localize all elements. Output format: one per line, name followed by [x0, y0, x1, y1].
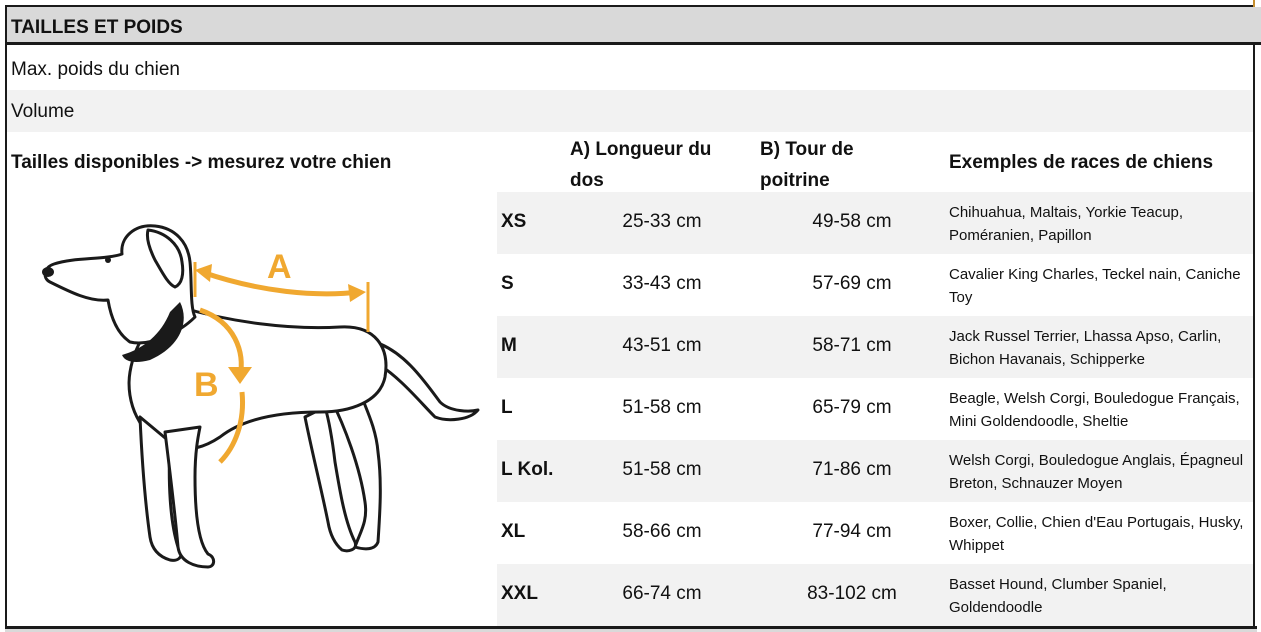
- sizes-heading: Tailles disponibles -> mesurez votre chien: [11, 152, 392, 173]
- volume-row: [7, 90, 1253, 132]
- dog-measurement-illustration: [30, 212, 490, 592]
- back-length-cell: 51-58 cm: [622, 459, 702, 480]
- size-cell: S: [501, 273, 514, 294]
- back-length-cell: 33-43 cm: [622, 273, 702, 294]
- back-length-cell: 43-51 cm: [622, 335, 702, 356]
- size-cell: L: [501, 397, 513, 418]
- breeds-cell: Boxer, Collie, Chien d'Eau Portugais, Husky, Whippet: [949, 514, 1244, 554]
- chest-girth-cell: 77-94 cm: [812, 521, 892, 542]
- chest-girth-cell: 83-102 cm: [807, 583, 897, 604]
- table-row: [497, 192, 1253, 254]
- table-row: [497, 378, 1253, 440]
- chest-girth-cell: 58-71 cm: [812, 335, 892, 356]
- size-cell: XS: [501, 211, 527, 232]
- breeds-cell: Cavalier King Charles, Teckel nain, Caniche Toy: [949, 266, 1241, 306]
- dog-nose: [42, 267, 54, 277]
- breeds-cell: Basset Hound, Clumber Spaniel, Goldendoodle: [949, 576, 1167, 616]
- max-weight-label: Max. poids du chien: [11, 59, 180, 80]
- back-length-cell: 25-33 cm: [622, 211, 702, 232]
- header-back-length: A) Longueur du dos: [570, 139, 712, 191]
- size-cell: XL: [501, 521, 526, 542]
- breeds-cell: Beagle, Welsh Corgi, Bouledogue Français, Mini Goldendoodle, Sheltie: [949, 390, 1240, 430]
- chest-girth-cell: 65-79 cm: [812, 397, 892, 418]
- measure-a-label: A: [267, 248, 292, 286]
- section-title-row: [7, 7, 1261, 45]
- back-length-cell: 66-74 cm: [622, 583, 702, 604]
- header-breed-examples: Exemples de races de chiens: [949, 152, 1214, 173]
- dog-eye: [105, 257, 111, 263]
- size-cell: XXL: [501, 583, 538, 604]
- size-cell: L Kol.: [501, 459, 554, 480]
- header-chest-girth: B) Tour de poitrine: [760, 139, 854, 191]
- dog-tail: [375, 342, 478, 420]
- back-length-cell: 58-66 cm: [622, 521, 702, 542]
- breeds-cell: Welsh Corgi, Bouledogue Anglais, Épagneul Breton, Schnauzer Moyen: [949, 452, 1244, 492]
- measure-b-label: B: [194, 366, 219, 404]
- breeds-cell: Chihuahua, Maltais, Yorkie Teacup, Poméranien, Papillon: [949, 204, 1184, 244]
- table-row: [497, 440, 1253, 502]
- table-row: [497, 502, 1253, 564]
- breeds-cell: Jack Russel Terrier, Lhassa Apso, Carlin, Bichon Havanais, Schipperke: [949, 328, 1222, 368]
- back-length-cell: 51-58 cm: [622, 397, 702, 418]
- table-row: [497, 254, 1253, 316]
- measure-a-arrowhead-left: [195, 264, 212, 282]
- table-row: [497, 316, 1253, 378]
- volume-label: Volume: [11, 101, 75, 122]
- size-cell: M: [501, 335, 517, 356]
- section-title: TAILLES ET POIDS: [11, 17, 183, 38]
- table-row: [497, 564, 1253, 626]
- measure-a-arrowhead-right: [348, 284, 366, 302]
- chest-girth-cell: 49-58 cm: [812, 211, 892, 232]
- max-weight-row: [7, 48, 1253, 90]
- chest-girth-cell: 71-86 cm: [812, 459, 892, 480]
- chest-girth-cell: 57-69 cm: [812, 273, 892, 294]
